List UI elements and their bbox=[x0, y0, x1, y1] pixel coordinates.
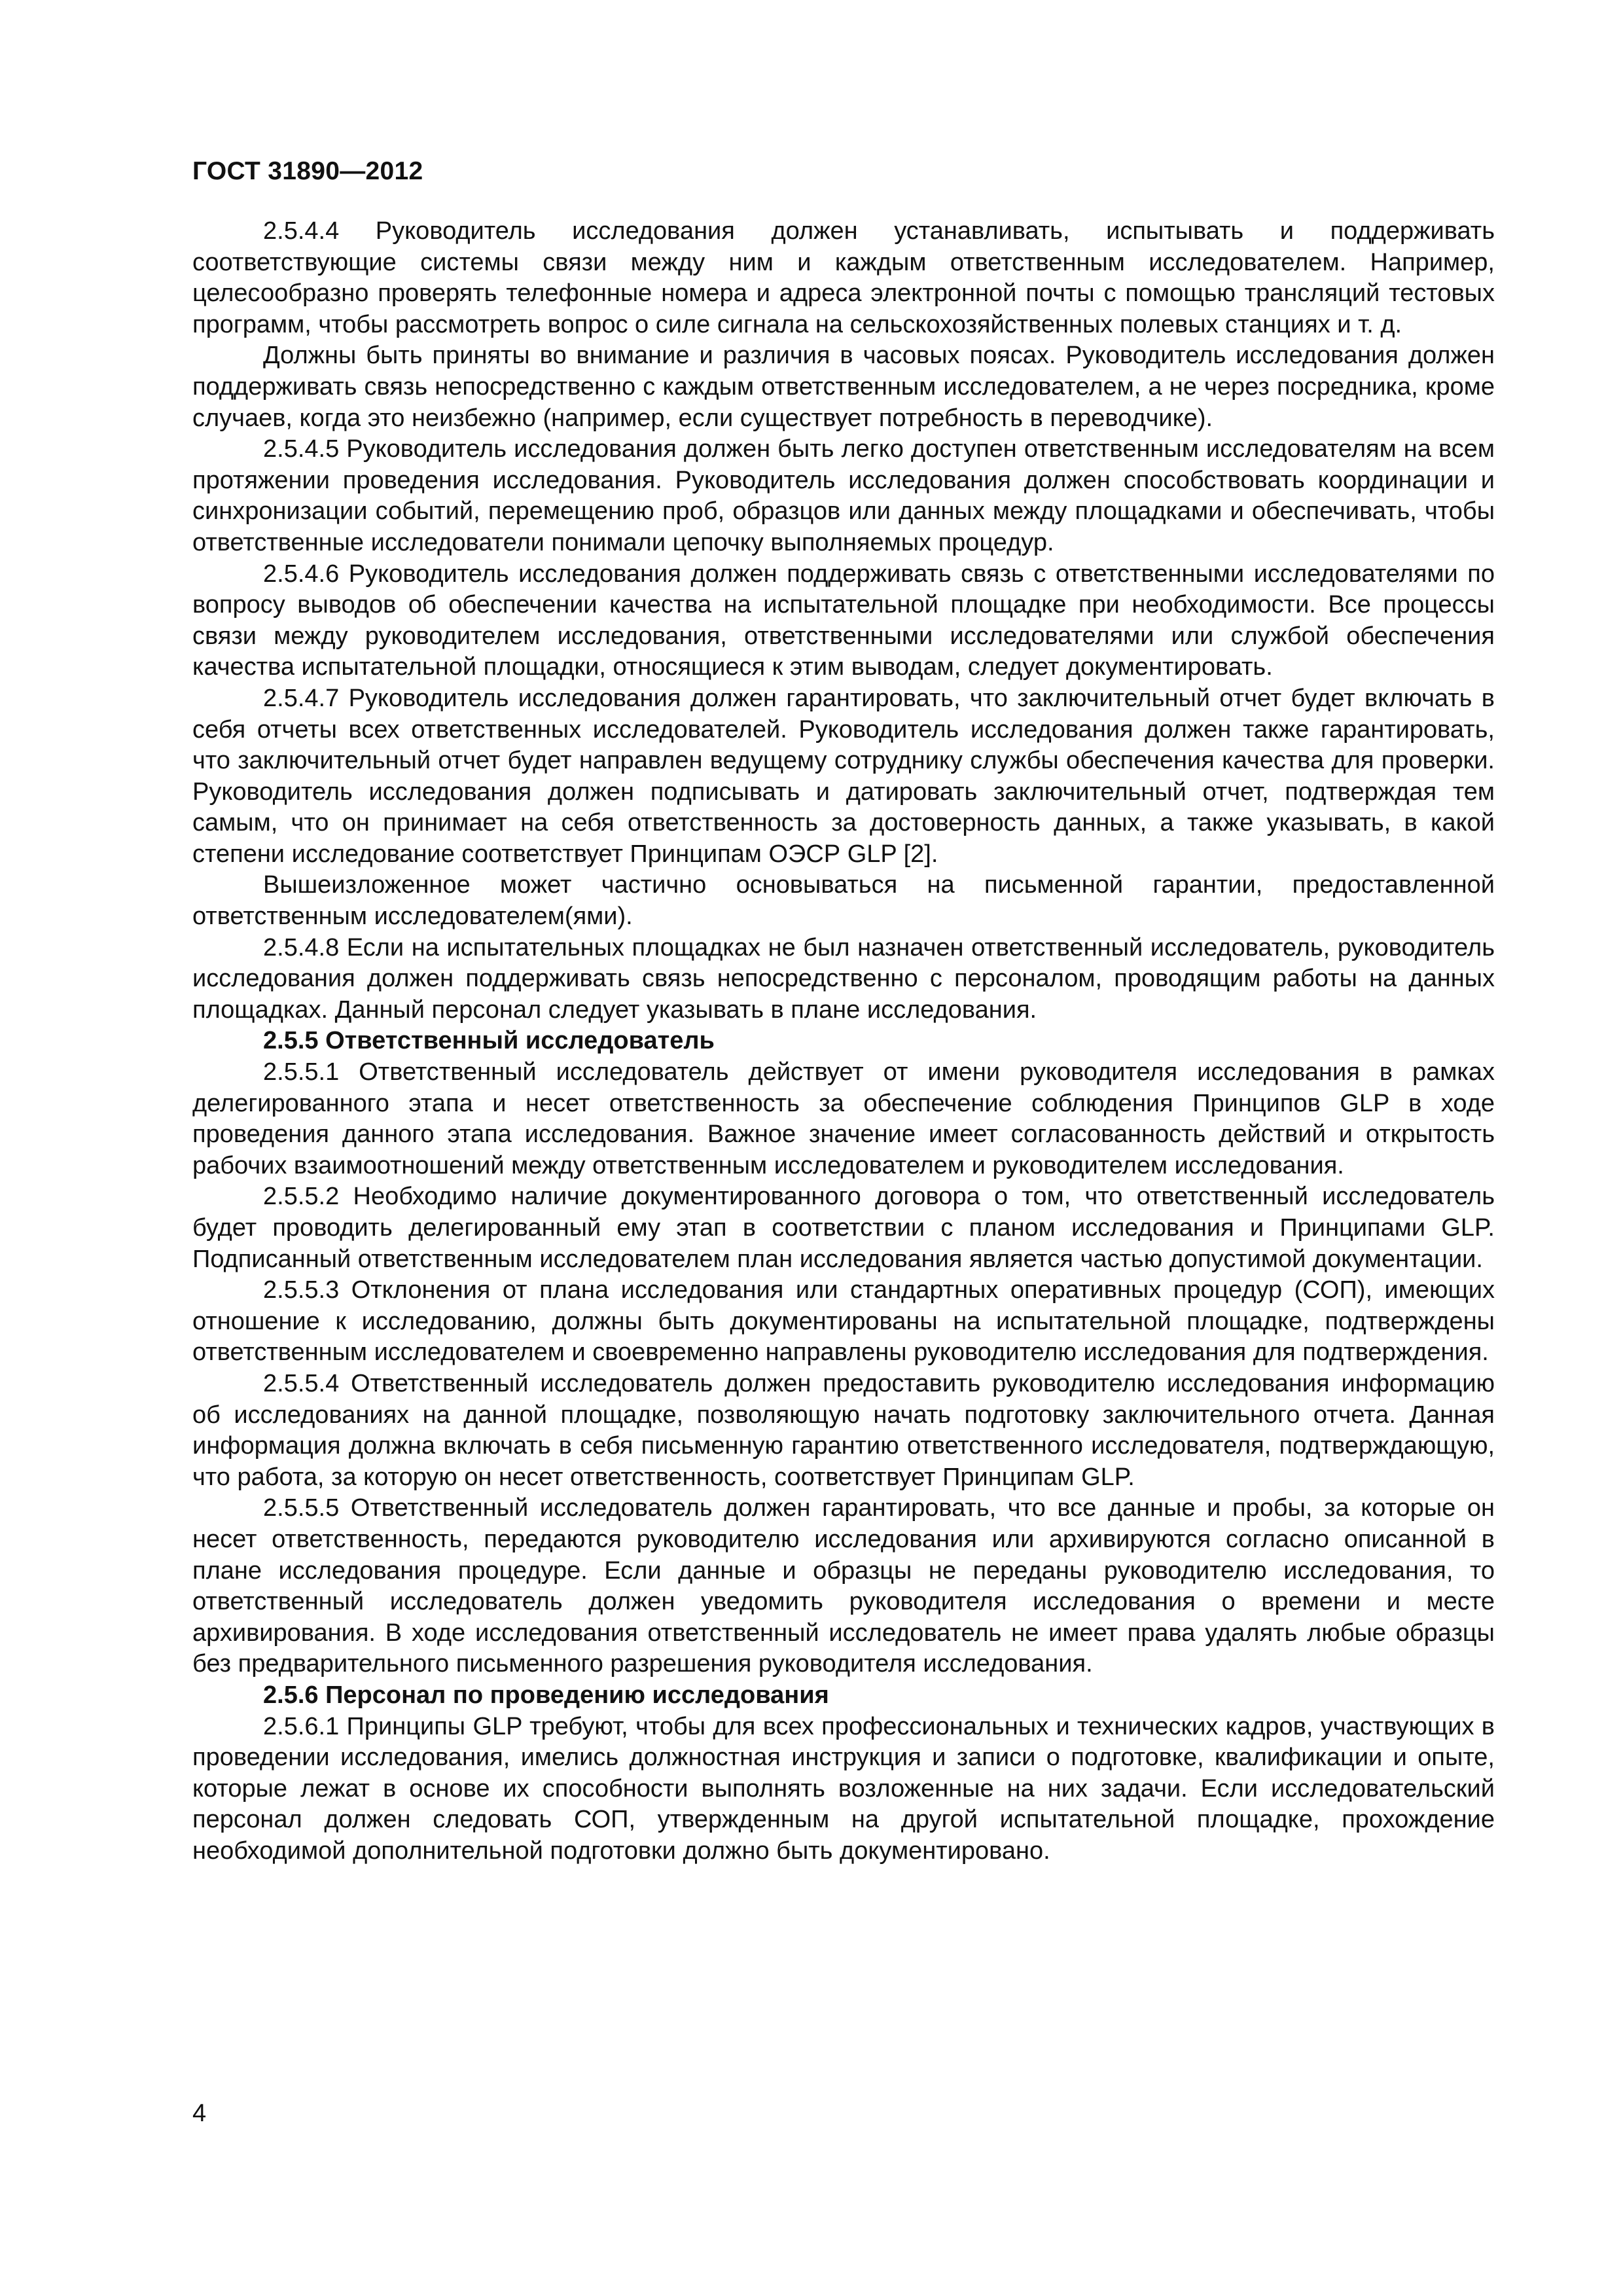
paragraph-2-5-5-4: 2.5.5.4 Ответственный исследователь должен предоставить руководителю исследования информацию об исследованиях на данной площадке, позволяющую начать подготовку заключительного отчета. Данная информация должна включать в себя письменную гарантию ответственного исследователя, подтверждающую, что работа, за которую он несет ответственность, соответствует Принципам GLP. bbox=[192, 1369, 1495, 1491]
paragraph-2-5-5-5: 2.5.5.5 Ответственный исследователь должен гарантировать, что все данные и пробы, за которые он несет ответственность, передаются руководителю исследования или архивируются согласно описанной в плане исследования процедуре. Если данные и образцы не переданы руководителю исследования, то ответственный исследователь должен уведомить руководителя исследования о времени и месте архивирования. В ходе исследования ответственный исследователь не имеет права удалять любые образцы без предварительного письменного разрешения руководителя исследования. bbox=[192, 1494, 1495, 1678]
paragraph-2-5-5-1: 2.5.5.1 Ответственный исследователь действует от имени руководителя исследования в рамках делегированного этапа и несет ответственность за обеспечение соблюдения Принципов GLP в ходе проведения данного этапа исследования. Важное значение имеет согласованность действий и открытость рабочих взаимоотношений между ответственным исследователем и руководителем исследования. bbox=[192, 1058, 1495, 1179]
paragraph-2-5-4-4: 2.5.4.4 Руководитель исследования должен устанавливать, испытывать и поддерживать соответствующие системы связи между ним и каждым ответственным исследователем. Например, целесообразно проверять телефонные номера и адреса электронной почты с помощью трансляций тестовых программ, чтобы рассмотреть вопрос о силе сигнала на сельскохозяйственных полевых станциях и т. д. bbox=[192, 217, 1495, 338]
paragraph-2-5-4-6: 2.5.4.6 Руководитель исследования должен поддерживать связь с ответственными исследователями по вопросу выводов об обеспечении качества на испытательной площадке при необходимости. Все процессы связи между руководителем исследования, ответственными исследователями или службой обеспечения качества испытательной площадки, относящиеся к этим выводам, следует документировать. bbox=[192, 560, 1495, 681]
paragraph-time-zones: Должны быть приняты во внимание и различия в часовых поясах. Руководитель исследования должен поддерживать связь непосредственно с каждым ответственным исследователем, а не через посредника, кроме случаев, когда это неизбежно (например, если существует потребность в переводчике). bbox=[192, 342, 1495, 432]
paragraph-written-guarantee: Вышеизложенное может частично основываться на письменной гарантии, предоставленной ответственным исследователем(ями). bbox=[192, 871, 1495, 931]
paragraph-2-5-4-8: 2.5.4.8 Если на испытательных площадках не был назначен ответственный исследователь, руководитель исследования должен поддерживать связь непосредственно с персоналом, проводящим работы на данных площадках. Данный персонал следует указывать в плане исследования. bbox=[192, 933, 1495, 1024]
paragraph-2-5-4-5: 2.5.4.5 Руководитель исследования должен быть легко доступен ответственным исследователям на всем протяжении проведения исследования. Руководитель исследования должен способствовать координации и синхронизации событий, перемещению проб, образцов или данных между площадками и обеспечивать, чтобы ответственные исследователи понимали цепочку выполняемых процедур. bbox=[192, 435, 1495, 556]
paragraph-2-5-4-7: 2.5.4.7 Руководитель исследования должен гарантировать, что заключительный отчет будет включать в себя отчеты всех ответственных исследователей. Руководитель исследования должен также гарантировать, что заключительный отчет будет направлен ведущему сотруднику службы обеспечения качества для проверки. Руководитель исследования должен подписывать и датировать заключительный отчет, подтверждая тем самым, что он принимает на себя ответственность за достоверность данных, а также указывать, в какой степени исследование соответствует Принципам ОЭСР GLP [2]. bbox=[192, 684, 1495, 868]
section-heading-2-5-5: 2.5.5 Ответственный исследователь bbox=[263, 1027, 715, 1055]
paragraph-2-5-5-3: 2.5.5.3 Отклонения от плана исследования или стандартных оперативных процедур (СОП), имеющих отношение к исследованию, должны быть документированы на испытательной площадке, подтверждены ответственным исследователем и своевременно направлены руководителю исследования для подтверждения. bbox=[192, 1276, 1495, 1367]
running-header: ГОСТ 31890—2012 bbox=[192, 157, 423, 185]
section-heading-2-5-6: 2.5.6 Персонал по проведению исследования bbox=[263, 1681, 829, 1709]
paragraph-2-5-6-1: 2.5.6.1 Принципы GLP требуют, чтобы для всех профессиональных и технических кадров, участвующих в проведении исследования, имелись должностная инструкция и записи о подготовке, квалификации и опыте, которые лежат в основе их способности выполнять возложенные на них задачи. Если исследовательский персонал должен следовать СОП, утвержденным на другой испытательной площадке, прохождение необходимой дополнительной подготовки должно быть документировано. bbox=[192, 1712, 1495, 1865]
paragraph-2-5-5-2: 2.5.5.2 Необходимо наличие документированного договора о том, что ответственный исследователь будет проводить делегированный ему этап в соответствии с планом исследования и Принципами GLP. Подписанный ответственным исследователем план исследования является частью допустимой документации. bbox=[192, 1183, 1495, 1273]
page-number: 4 bbox=[192, 2100, 207, 2127]
page-body bbox=[192, 216, 1495, 1867]
